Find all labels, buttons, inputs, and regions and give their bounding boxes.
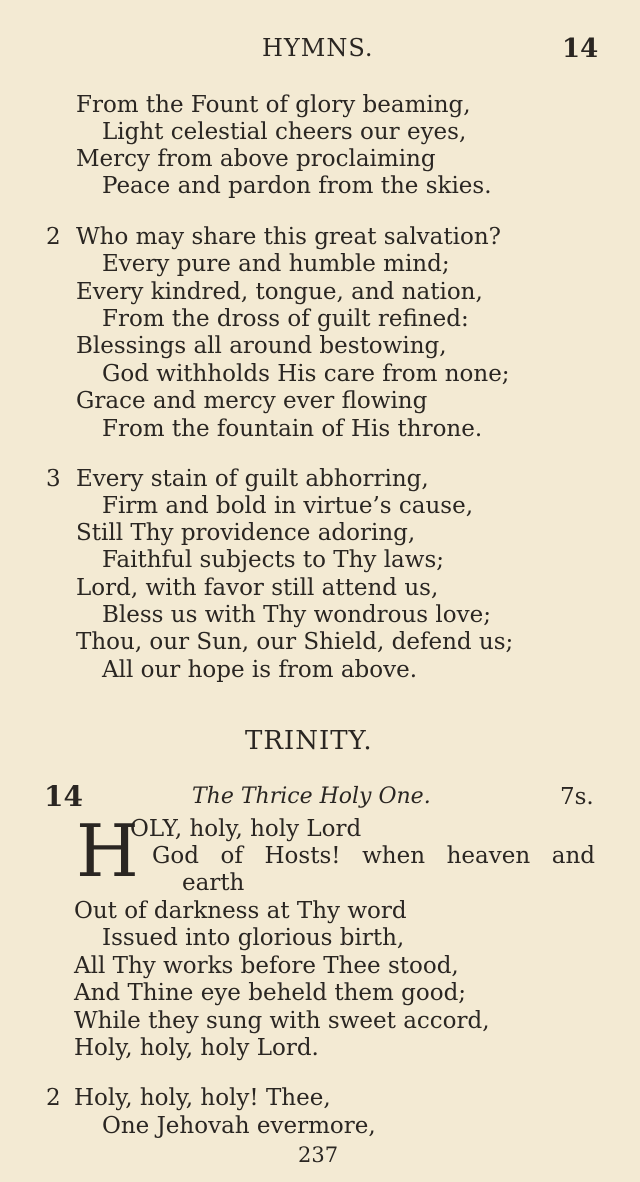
- verse-line: Out of darkness at Thy word: [74, 898, 407, 924]
- verse-line: Every kindred, tongue, and nation,: [76, 279, 483, 305]
- verse-line: Grace and mercy ever flowing: [76, 388, 428, 414]
- verse-line: Faithful subjects to Thy laws;: [102, 547, 445, 573]
- drop-cap: H: [76, 809, 139, 893]
- verse-line: Blessings all around bestowing,: [76, 333, 447, 359]
- verse-line: Holy, holy, holy! Thee,: [74, 1085, 331, 1111]
- verse-line: Issued into glorious birth,: [102, 925, 405, 951]
- verse-line: earth: [182, 870, 245, 896]
- verse-line: Still Thy providence adoring,: [76, 520, 416, 546]
- verse-line: God withholds His care from none;: [102, 361, 510, 387]
- verse-line: Light celestial cheers our eyes,: [102, 119, 467, 145]
- verse-line: All our hope is from above.: [102, 657, 418, 683]
- verse-line: From the Fount of glory beaming,: [76, 92, 471, 118]
- section-heading: TRINITY.: [245, 726, 373, 756]
- stanza-number: 2: [46, 1085, 61, 1111]
- verse-line: One Jehovah evermore,: [102, 1113, 376, 1139]
- hymn-number: 14: [44, 780, 83, 813]
- verse-line: While they sung with sweet accord,: [74, 1008, 490, 1034]
- stanza-number: 2: [46, 224, 61, 250]
- verse-line: Who may share this great salvation?: [76, 224, 501, 250]
- verse-line: All Thy works before Thee stood,: [74, 953, 459, 979]
- verse-line: Peace and pardon from the skies.: [102, 173, 492, 199]
- verse-line: God of Hosts! when heaven and: [152, 843, 595, 869]
- verse-line: Mercy from above proclaiming: [76, 146, 436, 172]
- verse-line: Lord, with favor still attend us,: [76, 575, 439, 601]
- hymn-meter: 7s.: [560, 784, 594, 810]
- verse-line: OLY, holy, holy Lord: [130, 816, 362, 842]
- verse-line: Bless us with Thy wondrous love;: [102, 602, 491, 628]
- running-title: HYMNS.: [262, 34, 374, 62]
- verse-line: From the fountain of His throne.: [102, 416, 483, 442]
- verse-line: Firm and bold in virtue’s cause,: [102, 493, 473, 519]
- verse-line: Thou, our Sun, our Shield, defend us;: [76, 629, 514, 655]
- page-number: 237: [298, 1143, 339, 1167]
- verse-line: Holy, holy, holy Lord.: [74, 1035, 319, 1061]
- verse-line: And Thine eye beheld them good;: [74, 980, 467, 1006]
- page-hymn-number: 14: [562, 34, 599, 64]
- stanza-number: 3: [46, 466, 61, 492]
- verse-line: From the dross of guilt refined:: [102, 306, 469, 332]
- hymn-title: The Thrice Holy One.: [192, 784, 431, 809]
- verse-line: Every pure and humble mind;: [102, 251, 450, 277]
- verse-line: Every stain of guilt abhorring,: [76, 466, 429, 492]
